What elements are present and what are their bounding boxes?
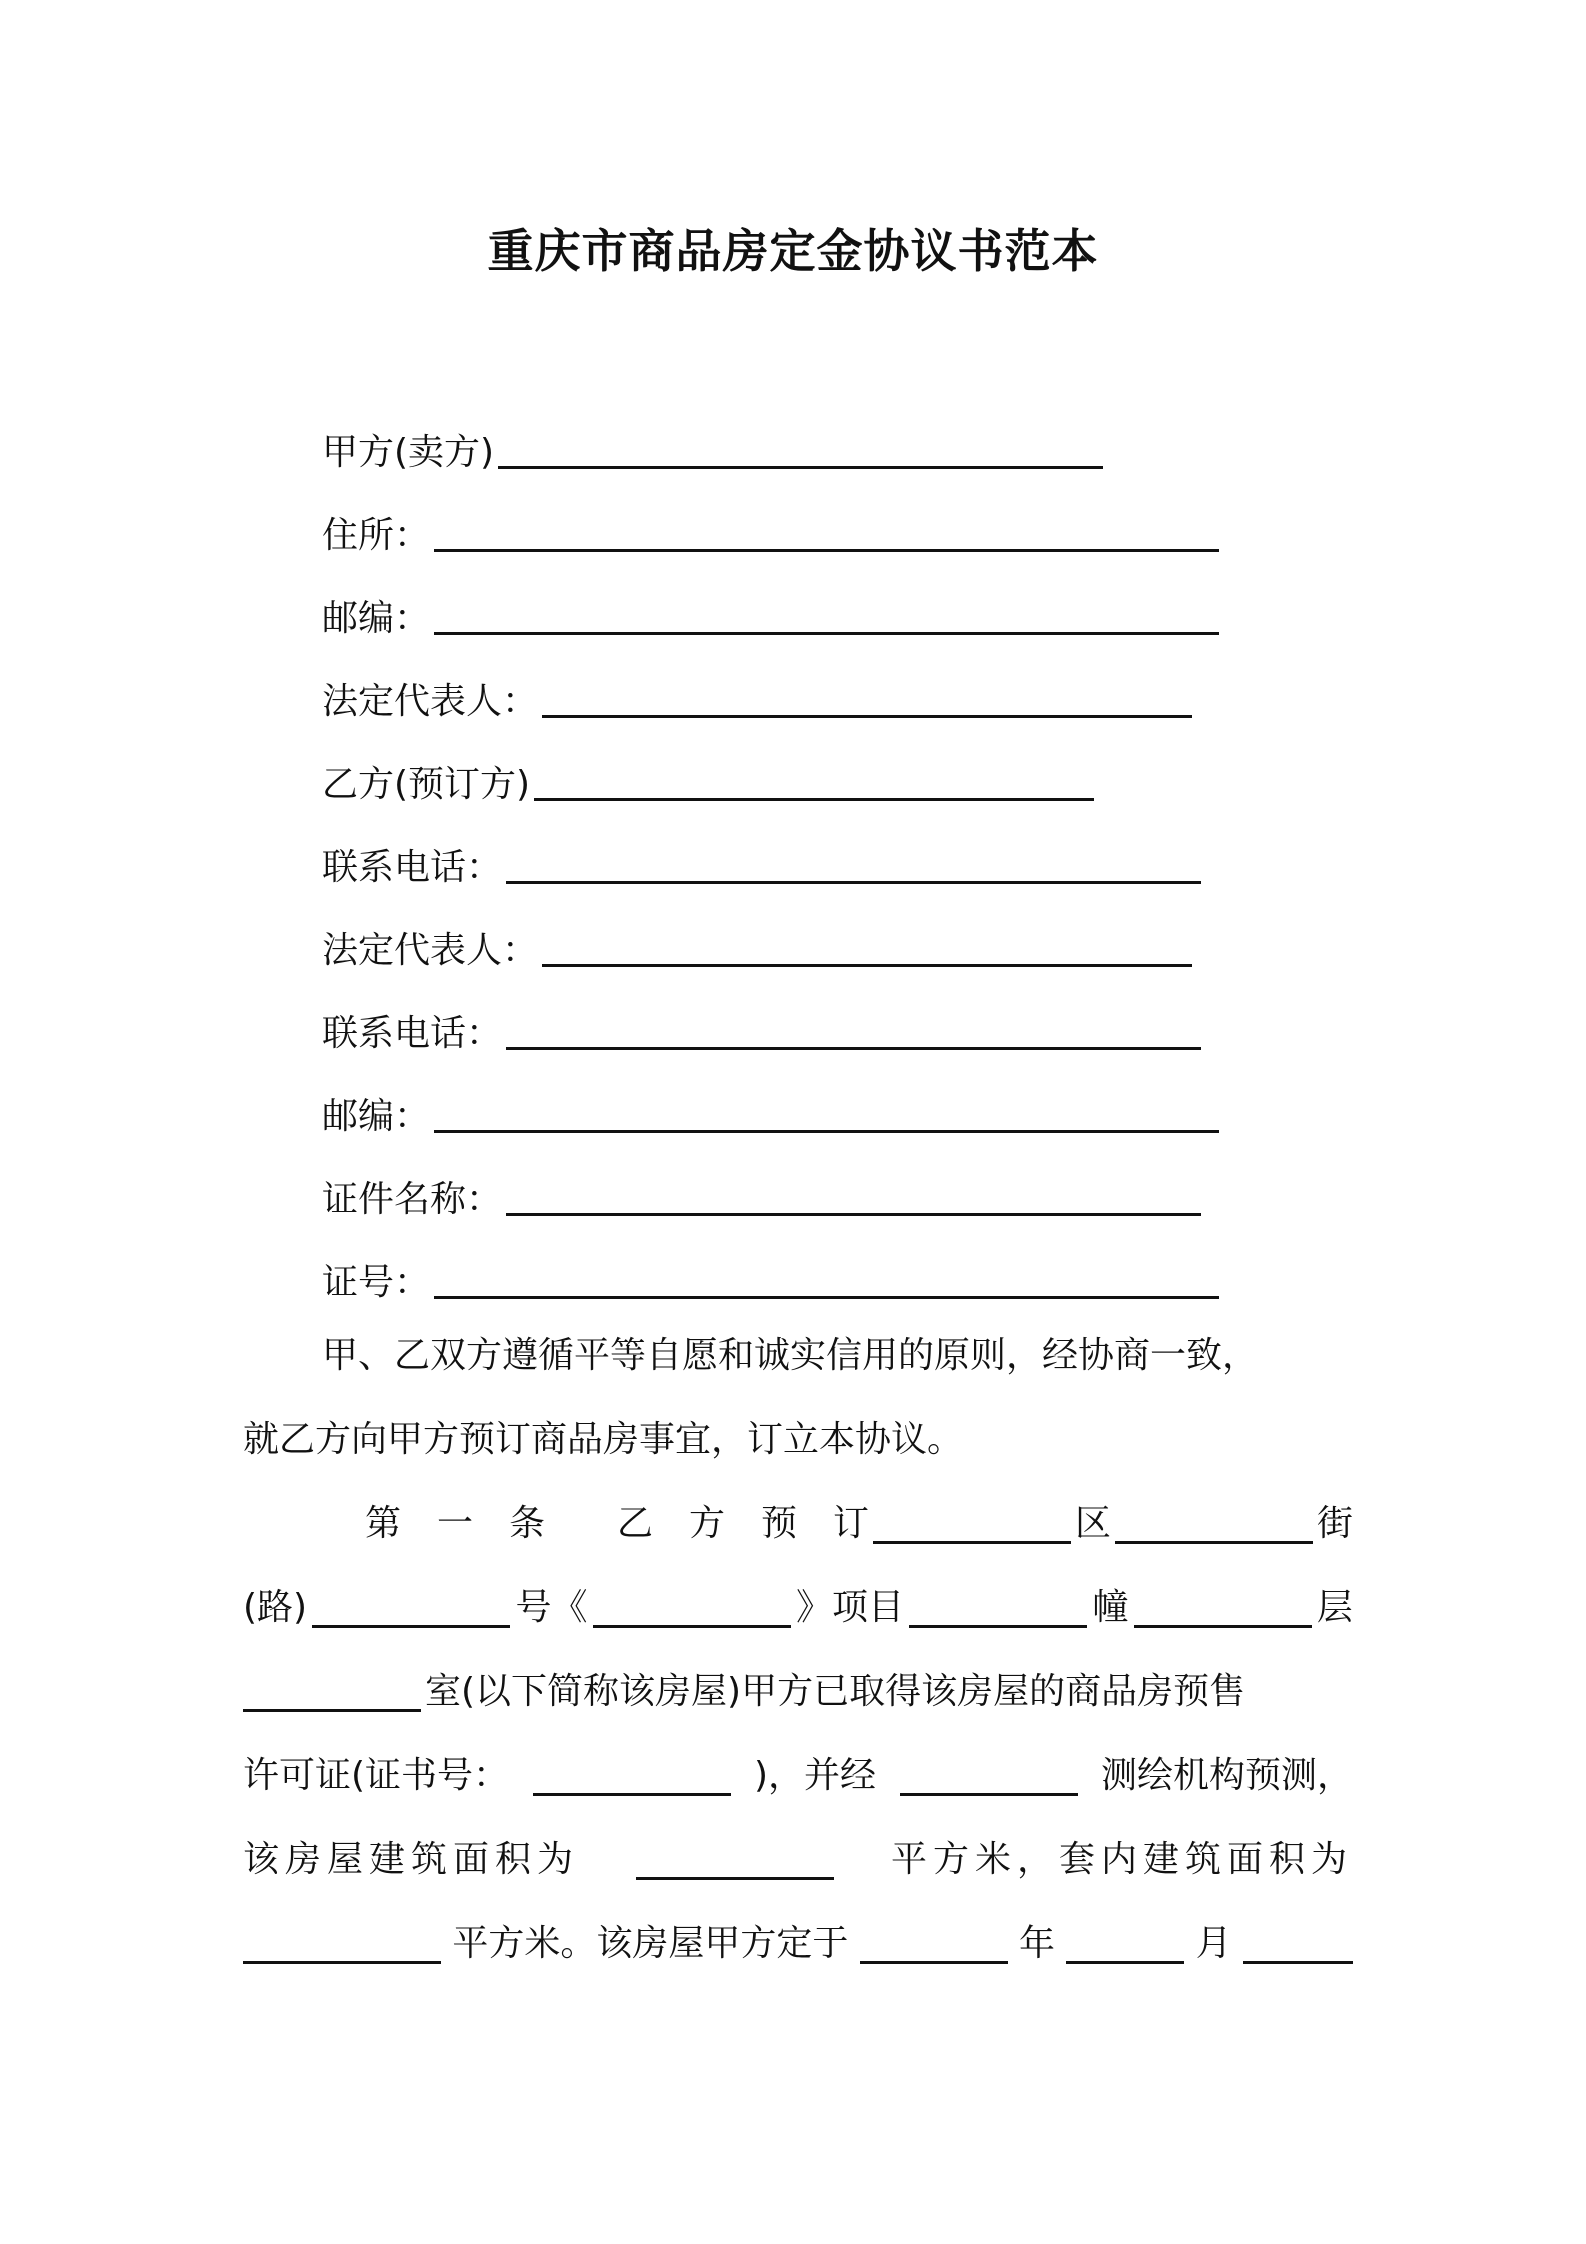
fill-blank[interactable]	[542, 934, 1192, 967]
article-text: 月	[1195, 1922, 1232, 1964]
fill-blank[interactable]	[533, 1763, 731, 1796]
field-label: 法定代表人：	[322, 681, 539, 722]
fill-blank[interactable]	[434, 1266, 1219, 1299]
article-text: 街	[1316, 1502, 1353, 1544]
intro-text: 甲、乙双方遵循平等自愿和诚实信用的原则，经协商一致，	[322, 1334, 1259, 1376]
article-text: 平方米。该房屋甲方定于	[452, 1922, 849, 1964]
article1-line-3	[243, 1646, 1353, 1730]
document-title: 重庆市商品房定金协议书范本	[487, 224, 1099, 278]
fill-blank[interactable]	[542, 685, 1192, 718]
article-text: 年	[1018, 1922, 1055, 1964]
fill-blank[interactable]	[506, 1017, 1201, 1050]
article-text: )，并经	[753, 1754, 877, 1796]
fill-blank[interactable]	[498, 436, 1103, 469]
article1-line-5	[243, 1814, 1353, 1898]
field-party-a	[322, 415, 1103, 475]
fill-blank[interactable]	[593, 1595, 791, 1628]
field-label: 邮编：	[322, 598, 431, 639]
fill-blank[interactable]	[434, 519, 1219, 552]
field-party-b	[322, 747, 1094, 807]
article-heading: 第 一 条 乙 方 预 订	[365, 1502, 870, 1544]
fill-blank[interactable]	[900, 1763, 1078, 1796]
fill-blank[interactable]	[506, 1183, 1201, 1216]
article-text: 幢	[1092, 1586, 1129, 1628]
field-legal-rep	[322, 664, 1192, 724]
field-label: 法定代表人：	[322, 930, 539, 971]
article-text: 许可证(证书号：	[243, 1754, 510, 1796]
field-legal-rep-b	[322, 913, 1192, 973]
fill-blank[interactable]	[434, 1100, 1219, 1133]
article1-line-1	[365, 1478, 1353, 1562]
field-postcode-b	[322, 1079, 1219, 1139]
fill-blank[interactable]	[312, 1595, 510, 1628]
field-id-type	[322, 1162, 1201, 1222]
fill-blank[interactable]	[873, 1511, 1071, 1544]
article-text: 室(以下简称该房屋)甲方已取得该房屋的商品房预售	[425, 1670, 1246, 1712]
fill-blank[interactable]	[636, 1847, 834, 1880]
field-label: 乙方(预订方)	[322, 764, 531, 805]
fill-blank[interactable]	[1243, 1931, 1353, 1964]
field-label: 证号：	[322, 1262, 431, 1303]
article-text: 该房屋建筑面积为	[243, 1838, 580, 1880]
fill-blank[interactable]	[1066, 1931, 1184, 1964]
fill-blank[interactable]	[534, 768, 1094, 801]
field-label: 甲方(卖方)	[322, 432, 495, 473]
fill-blank[interactable]	[1115, 1511, 1313, 1544]
fill-blank[interactable]	[506, 851, 1201, 884]
field-postcode	[322, 581, 1219, 641]
field-label: 联系电话：	[322, 1013, 503, 1054]
field-phone-b	[322, 996, 1201, 1056]
fill-blank[interactable]	[434, 602, 1219, 635]
article-text: 平方米，套内建筑面积为	[890, 1838, 1353, 1880]
fill-blank[interactable]	[243, 1931, 441, 1964]
article-text: 测绘机构预测，	[1100, 1754, 1353, 1796]
field-label: 邮编：	[322, 1096, 431, 1137]
article-text: (路)	[243, 1586, 308, 1628]
field-address	[322, 498, 1219, 558]
field-label: 住所：	[322, 515, 431, 556]
field-phone	[322, 830, 1201, 890]
field-label: 联系电话：	[322, 847, 503, 888]
intro-line-1	[322, 1310, 1353, 1394]
field-label: 证件名称：	[322, 1179, 503, 1220]
article-text: 区	[1074, 1502, 1111, 1544]
article-text: 》项目	[795, 1586, 904, 1628]
article1-line-4	[243, 1730, 1353, 1814]
article-text: 号《	[515, 1586, 588, 1628]
intro-text: 就乙方向甲方预订商品房事宜，订立本协议。	[243, 1418, 964, 1460]
field-id-number	[322, 1245, 1219, 1305]
article1-line-6	[243, 1898, 1353, 1982]
fill-blank[interactable]	[243, 1679, 421, 1712]
intro-line-2	[243, 1394, 1353, 1478]
fill-blank[interactable]	[909, 1595, 1087, 1628]
fill-blank[interactable]	[1134, 1595, 1312, 1628]
article-text: 层	[1316, 1586, 1353, 1628]
article1-line-2	[243, 1562, 1353, 1646]
fill-blank[interactable]	[860, 1931, 1008, 1964]
